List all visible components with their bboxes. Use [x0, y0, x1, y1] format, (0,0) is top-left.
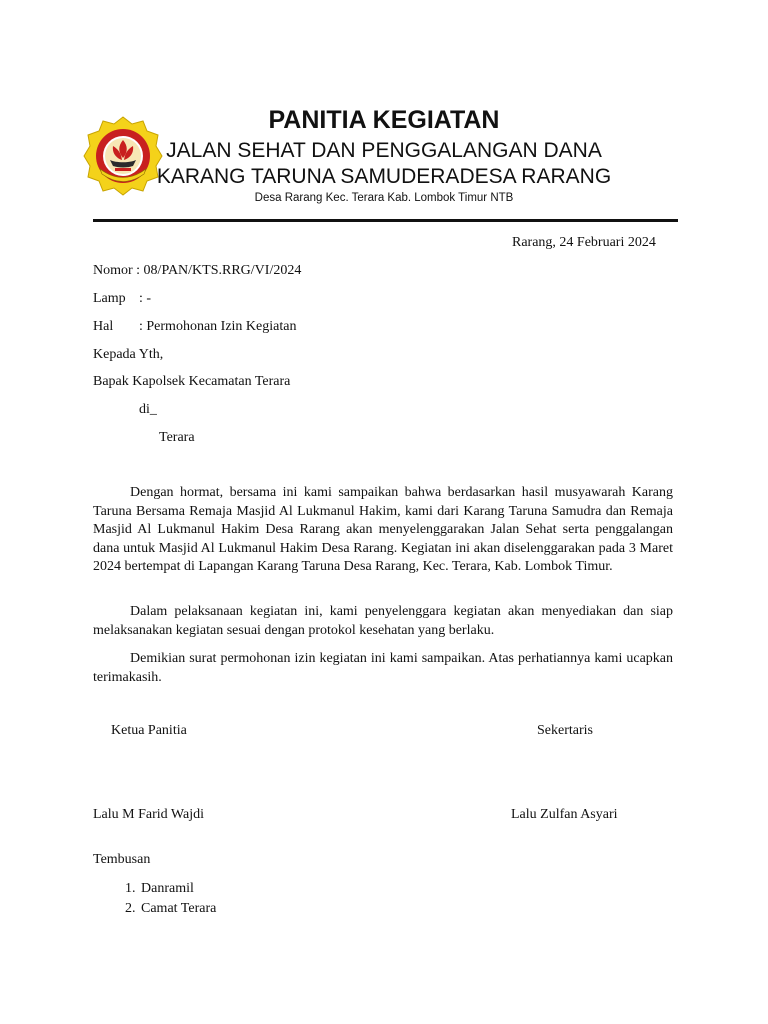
recipient-di: di_	[139, 402, 157, 417]
letterhead-divider	[93, 219, 678, 222]
body-paragraph-3: Demikian surat permohonan izin kegiatan ini kami sampaikan. Atas perhatiannya kami ucapkan terimakasih.	[93, 651, 673, 685]
letterhead-subtitle-2: KARANG TARUNA SAMUDERADESA RARANG	[156, 165, 612, 188]
letterhead-address: Desa Rarang Kec. Terara Kab. Lombok Timur NTB	[254, 192, 514, 204]
salutation: Kepada Yth,	[93, 347, 164, 362]
letterhead-subtitle-1: JALAN SEHAT DAN PENGGALANGAN DANA	[166, 139, 602, 162]
letter-number: Nomor : 08/PAN/KTS.RRG/VI/2024	[93, 263, 302, 278]
body-paragraph-1: Dengan hormat, bersama ini kami sampaikan bahwa berdasarkan hasil musyawarah Karang Taruna Bersama Remaja Masjid Al Lukmanul Hakim, kami dari Karang Taruna Samudra dan Remaja Masjid Al Lukmanul Hakim Desa Rarang akan menyelenggarakan Jalan Sehat serta penggalangan dana untuk Masjid Al Lukmanul Hakim Desa Rarang. Kegiatan ini akan diselenggarakan pada 3 Maret 2024 bertempat di Lapangan Karang Taruna Desa Rarang, Kec. Terara, Kab. Lombok Timur.	[93, 485, 673, 574]
signature-role-left: Ketua Panitia	[111, 723, 187, 738]
place-date: Rarang, 24 Februari 2024	[512, 235, 656, 250]
attachment-label: Lamp	[93, 291, 126, 306]
signature-name-right: Lalu Zulfan Asyari	[511, 807, 618, 822]
subject-label: Hal	[93, 319, 114, 334]
list-item: 1. Danramil	[139, 879, 216, 899]
cc-heading: Tembusan	[93, 852, 151, 867]
signature-name-left: Lalu M Farid Wajdi	[93, 807, 204, 822]
letterhead-title: PANITIA KEGIATAN	[268, 106, 500, 134]
subject-value: : Permohonan Izin Kegiatan	[139, 319, 297, 334]
attachment-value: : -	[139, 291, 152, 306]
signature-role-right: Sekertaris	[537, 723, 593, 738]
cc-list	[93, 879, 216, 919]
recipient-location: Terara	[159, 430, 195, 445]
recipient: Bapak Kapolsek Kecamatan Terara	[93, 374, 291, 389]
list-item: 2. Camat Terara	[139, 899, 216, 919]
body-paragraph-2: Dalam pelaksanaan kegiatan ini, kami penyelenggara kegiatan akan menyediakan dan siap melaksanakan kegiatan sesuai dengan protokol kesehatan yang berlaku.	[93, 604, 673, 638]
